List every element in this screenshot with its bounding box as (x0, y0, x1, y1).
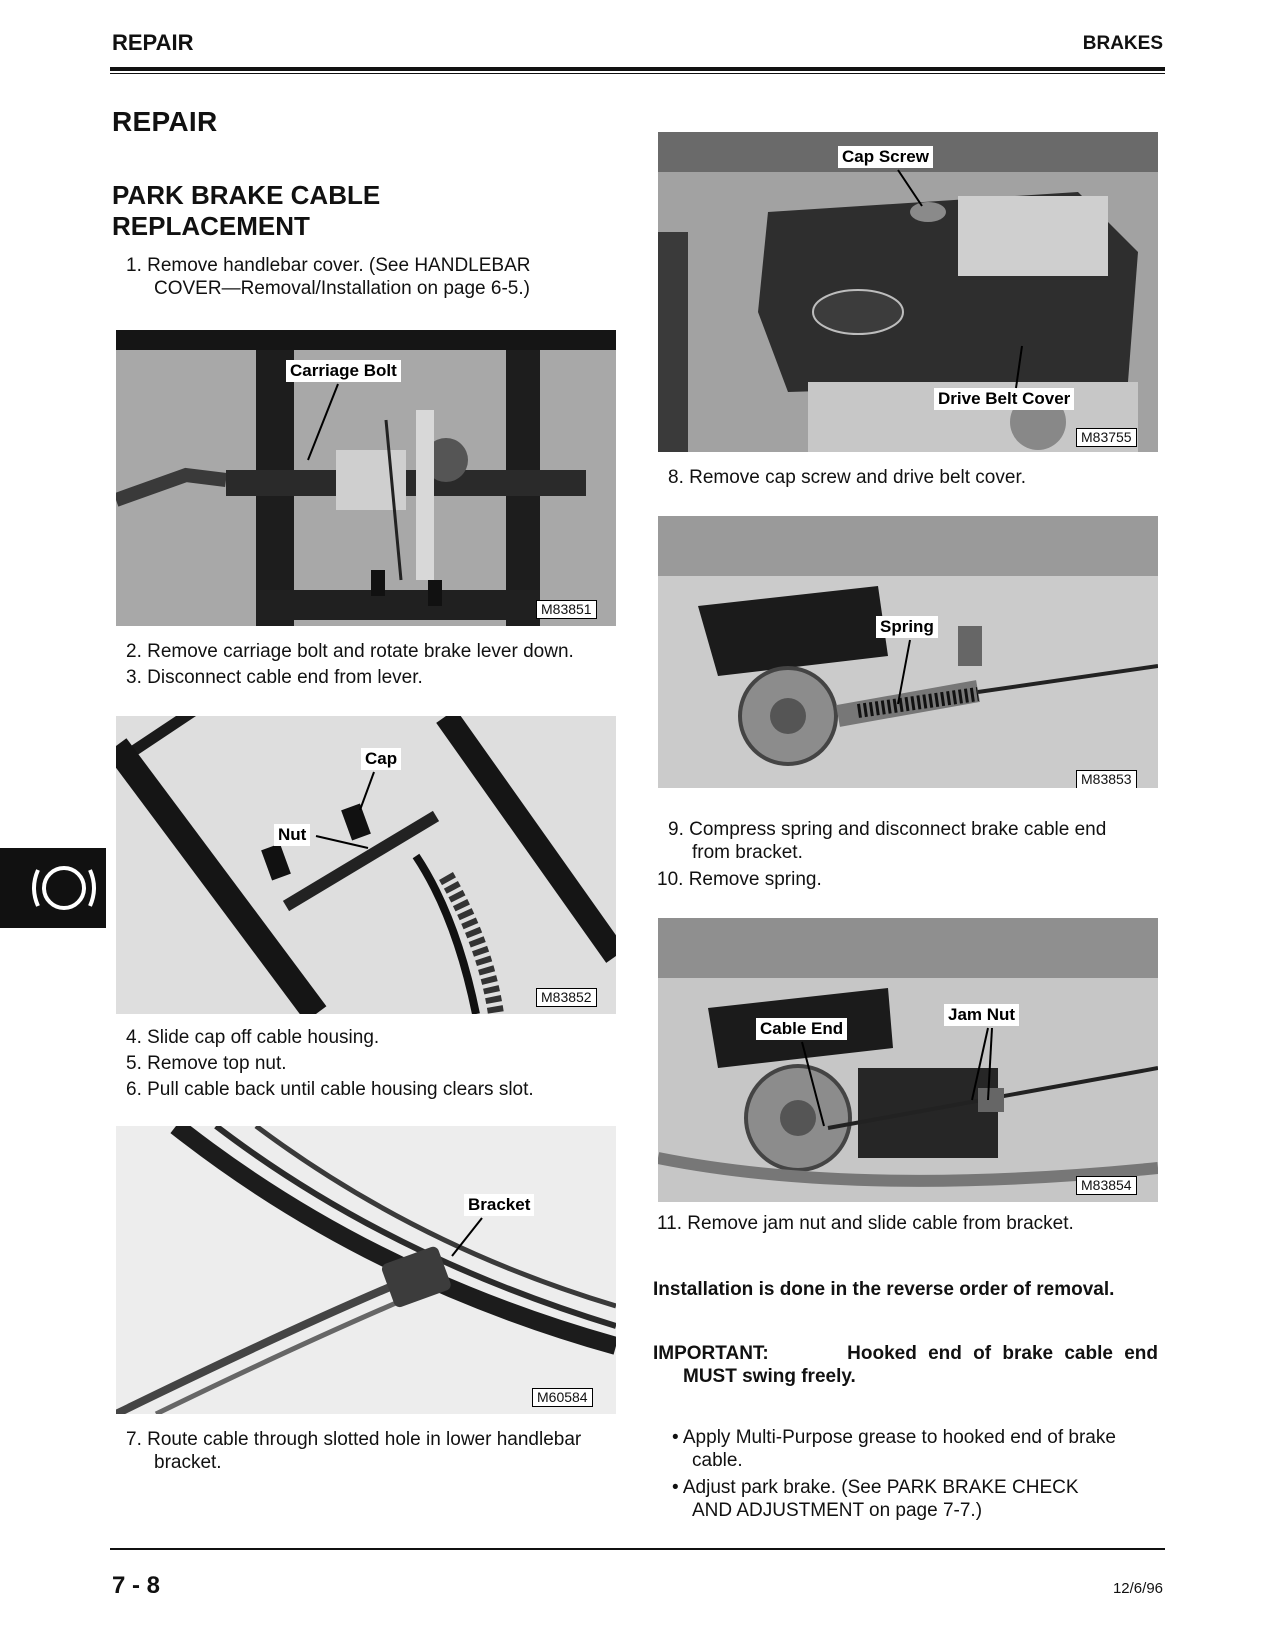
leader-cable-end (658, 918, 1158, 1202)
step-1 (126, 254, 530, 300)
figure-id-m83755: M83755 (1076, 428, 1137, 447)
step-11: 11. Remove jam nut and slide cable from bracket. (657, 1213, 1074, 1234)
bullet-1 (672, 1426, 1116, 1472)
step-9 (668, 818, 1106, 864)
step-9-line1: 9. Compress spring and disconnect brake cable end (668, 819, 1107, 840)
installation-note: Installation is done in the reverse order of removal. (653, 1279, 1115, 1300)
leader-cap-nut (116, 716, 616, 1014)
figure-id-m83852: M83852 (536, 988, 597, 1007)
step-2: 2. Remove carriage bolt and rotate brake lever down. (126, 641, 574, 662)
bullet-2 (672, 1476, 1079, 1522)
section-title: REPAIR (112, 106, 218, 137)
step-7-line2: bracket. (154, 1452, 222, 1473)
step-7-line1: 7. Route cable through slotted hole in lower handlebar (126, 1429, 582, 1450)
figure-cable-end (658, 918, 1158, 1202)
callout-cap-screw: Cap Screw (838, 146, 933, 168)
leader-carriage-bolt (116, 330, 616, 626)
side-tab (0, 848, 106, 928)
callout-nut: Nut (274, 824, 310, 846)
header-rule (110, 67, 1165, 71)
step-1-line1: 1. Remove handlebar cover. (See HANDLEBAR (126, 255, 531, 276)
callout-cable-end: Cable End (756, 1018, 847, 1040)
bullet-1-line2: cable. (692, 1450, 743, 1471)
step-6: 6. Pull cable back until cable housing clears slot. (126, 1079, 534, 1100)
bullet-1-line1: • Apply Multi-Purpose grease to hooked end of brake (672, 1427, 1116, 1448)
figure-spring (658, 516, 1158, 788)
figure-bracket (116, 1126, 616, 1414)
important-text-a: Hooked end of brake cable end (847, 1343, 1158, 1364)
important-line1 (653, 1342, 1158, 1365)
step-7 (126, 1428, 581, 1474)
figure-id-m83854: M83854 (1076, 1176, 1137, 1195)
step-5: 5. Remove top nut. (126, 1053, 287, 1074)
subsection-title-line1: PARK BRAKE CABLE (112, 180, 381, 210)
step-8: 8. Remove cap screw and drive belt cover. (668, 467, 1027, 488)
figure-carriage-bolt (116, 330, 616, 626)
important-note (653, 1342, 1158, 1388)
figure-cap-nut (116, 716, 616, 1014)
callout-carriage-bolt: Carriage Bolt (286, 360, 401, 382)
callout-cap: Cap (361, 748, 401, 770)
step-4: 4. Slide cap off cable housing. (126, 1027, 380, 1048)
callout-drive-belt-cover: Drive Belt Cover (934, 388, 1074, 410)
figure-cap-screw (658, 132, 1158, 452)
important-text-b: MUST swing freely. (683, 1366, 856, 1387)
header-right: BRAKES (1082, 33, 1163, 54)
leader-bracket (116, 1126, 616, 1414)
callout-bracket: Bracket (464, 1194, 534, 1216)
footer-page-number: 7 - 8 (112, 1572, 161, 1599)
figure-id-m60584: M60584 (532, 1388, 593, 1407)
header-left: REPAIR (112, 30, 194, 55)
callout-spring: Spring (876, 616, 938, 638)
leader-spring (658, 516, 1158, 788)
header-rule-thin (110, 73, 1165, 74)
step-3: 3. Disconnect cable end from lever. (126, 667, 423, 688)
subsection-title (112, 180, 380, 242)
subsection-title-line2: REPLACEMENT (112, 211, 310, 241)
step-9-line2: from bracket. (692, 842, 803, 863)
important-label: IMPORTANT: (653, 1343, 769, 1364)
figure-id-m83853: M83853 (1076, 770, 1137, 788)
footer-rule (110, 1548, 1165, 1550)
brake-circle-icon (0, 848, 106, 928)
bullet-2-line1: • Adjust park brake. (See PARK BRAKE CHECK (672, 1477, 1079, 1498)
step-10: 10. Remove spring. (657, 869, 822, 890)
bullet-2-line2: AND ADJUSTMENT on page 7-7.) (692, 1500, 983, 1521)
leader-cap-screw (658, 132, 1158, 452)
callout-jam-nut: Jam Nut (944, 1004, 1019, 1026)
footer-date: 12/6/96 (1112, 1580, 1163, 1597)
step-1-line2: COVER—Removal/Installation on page 6-5.) (154, 278, 530, 299)
figure-id-m83851: M83851 (536, 600, 597, 619)
